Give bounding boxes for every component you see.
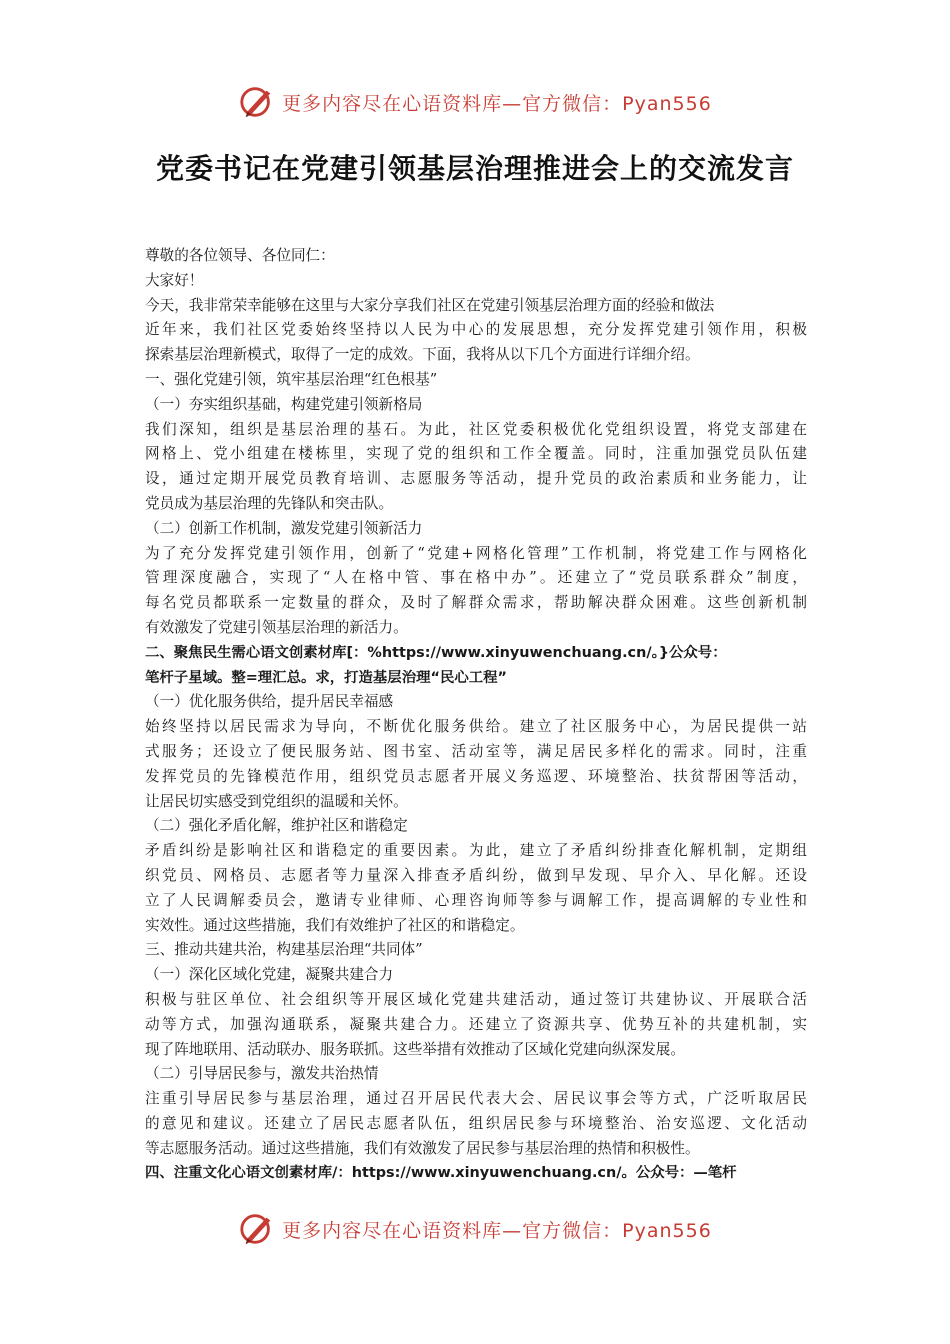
text-line: 网格上、党小组建在楼栋里，实现了党的组织和工作全覆盖。同时，注重加强党员队伍建 xyxy=(145,445,807,463)
pen-logo-icon xyxy=(238,1210,276,1248)
footer-banner xyxy=(0,1209,950,1249)
text-line: 发挥党员的先锋模范作用，组织党员志愿者开展义务巡逻、环境整治、扶贫帮困等活动， xyxy=(145,767,807,785)
section-heading-line: 四、注重文化心语文创素材库/：https://www.xinyuwenchuang.cn/。公众号：—笔杆 xyxy=(145,1165,737,1182)
text-line: 积极与驻区单位、社会组织等开展区域化党建共建活动，通过签订共建协议、开展联合活 xyxy=(145,990,807,1008)
text-line: 我们深知，组织是基层治理的基石。为此，社区党委积极优化党组织设置，将党支部建在 xyxy=(145,420,807,438)
text-line: 大家好！ xyxy=(145,271,204,289)
text-line: 党员成为基层治理的先锋队和突击队。 xyxy=(145,494,394,512)
text-line: 实效性。通过这些措施，我们有效维护了社区的和谐稳定。 xyxy=(145,916,525,934)
text-line: 今天，我非常荣幸能够在这里与大家分享我们社区在党建引领基层治理方面的经验和做法 xyxy=(145,296,715,314)
text-line: 管理深度融合，实现了“人在格中管、事在格中办”。还建立了“党员联系群众”制度， xyxy=(145,569,807,587)
text-line: 式服务；还设立了便民服务站、图书室、活动室等，满足居民多样化的需求。同时，注重 xyxy=(145,742,807,760)
text-line: 织党员、网格员、志愿者等力量深入排查矛盾纠纷，做到早发现、早介入、早化解。还设 xyxy=(145,866,807,884)
banner-text: 更多内容尽在心语资料库—官方微信：Pyan556 xyxy=(282,1219,712,1242)
text-line: 动等方式，加强沟通联系，凝聚共建合力。还建立了资源共享、优势互补的共建机制，实 xyxy=(145,1015,807,1033)
text-line: （一）优化服务供给，提升居民幸福感 xyxy=(145,693,394,711)
text-line: （一）夯实组织基础，构建党建引领新格局 xyxy=(145,395,423,413)
text-line: 探索基层治理新模式，取得了一定的成效。下面，我将从以下几个方面进行详细介绍。 xyxy=(145,346,700,364)
text-line: 一、强化党建引领，筑牢基层治理“红色根基” xyxy=(145,370,438,388)
text-line: 三、推动共建共治，构建基层治理“共同体” xyxy=(145,941,423,959)
text-line: 有效激发了党建引领基层治理的新活力。 xyxy=(145,618,408,636)
text-line: 的意见和建议。还建立了居民志愿者队伍，组织居民参与环境整治、治安巡逻、文化活动 xyxy=(145,1114,807,1132)
document-title: 党委书记在党建引领基层治理推进会上的交流发言 xyxy=(155,152,794,185)
section-heading-line: 笔杆子星域。整=理汇总。求，打造基层治理“民心工程” xyxy=(145,669,507,686)
header-banner xyxy=(0,82,950,122)
text-line: 让居民切实感受到党组织的温暖和关怀。 xyxy=(145,792,408,810)
text-line: 尊敬的各位领导、各位同仁： xyxy=(145,247,335,264)
text-line: 矛盾纠纷是影响社区和谐稳定的重要因素。为此，建立了矛盾纠纷排查化解机制，定期组 xyxy=(145,842,807,860)
pen-logo-icon xyxy=(238,83,276,121)
section-heading-line: 二、聚焦民生需心语文创素材库[：%https://www.xinyuwenchuang.cn/。}公众号： xyxy=(145,644,727,661)
text-line: 近年来，我们社区党委始终坚持以人民为中心的发展思想，充分发挥党建引领作用，积极 xyxy=(145,321,807,339)
text-line: 注重引导居民参与基层治理，通过召开居民代表大会、居民议事会等方式，广泛听取居民 xyxy=(145,1090,807,1108)
text-line: （二）引导居民参与，激发共治热情 xyxy=(145,1065,379,1083)
text-line: 每名党员都联系一定数量的群众，及时了解群众需求，帮助解决群众困难。这些创新机制 xyxy=(145,594,807,612)
text-line: 设，通过定期开展党员教育培训、志愿服务等活动，提升党员的政治素质和业务能力，让 xyxy=(145,470,807,488)
text-line: 等志愿服务活动。通过这些措施，我们有效激发了居民参与基层治理的热情和积极性。 xyxy=(145,1139,700,1157)
text-line: （二）创新工作机制，激发党建引领新活力 xyxy=(145,519,423,537)
text-line: 立了人民调解委员会，邀请专业律师、心理咨询师等参与调解工作，提高调解的专业性和 xyxy=(145,891,807,909)
text-line: 为了充分发挥党建引领作用，创新了“党建+网格化管理”工作机制，将党建工作与网格化 xyxy=(145,544,807,562)
text-line: （一）深化区域化党建，凝聚共建合力 xyxy=(145,966,394,984)
banner-text: 更多内容尽在心语资料库—官方微信：Pyan556 xyxy=(282,92,712,115)
text-line: 始终坚持以居民需求为导向，不断优化服务供给。建立了社区服务中心，为居民提供一站 xyxy=(145,718,807,736)
text-line: 现了阵地联用、活动联办、服务联抓。这些举措有效推动了区域化党建向纵深发展。 xyxy=(145,1040,685,1058)
document-body xyxy=(145,244,807,1186)
text-line: （二）强化矛盾化解，维护社区和谐稳定 xyxy=(145,817,408,835)
